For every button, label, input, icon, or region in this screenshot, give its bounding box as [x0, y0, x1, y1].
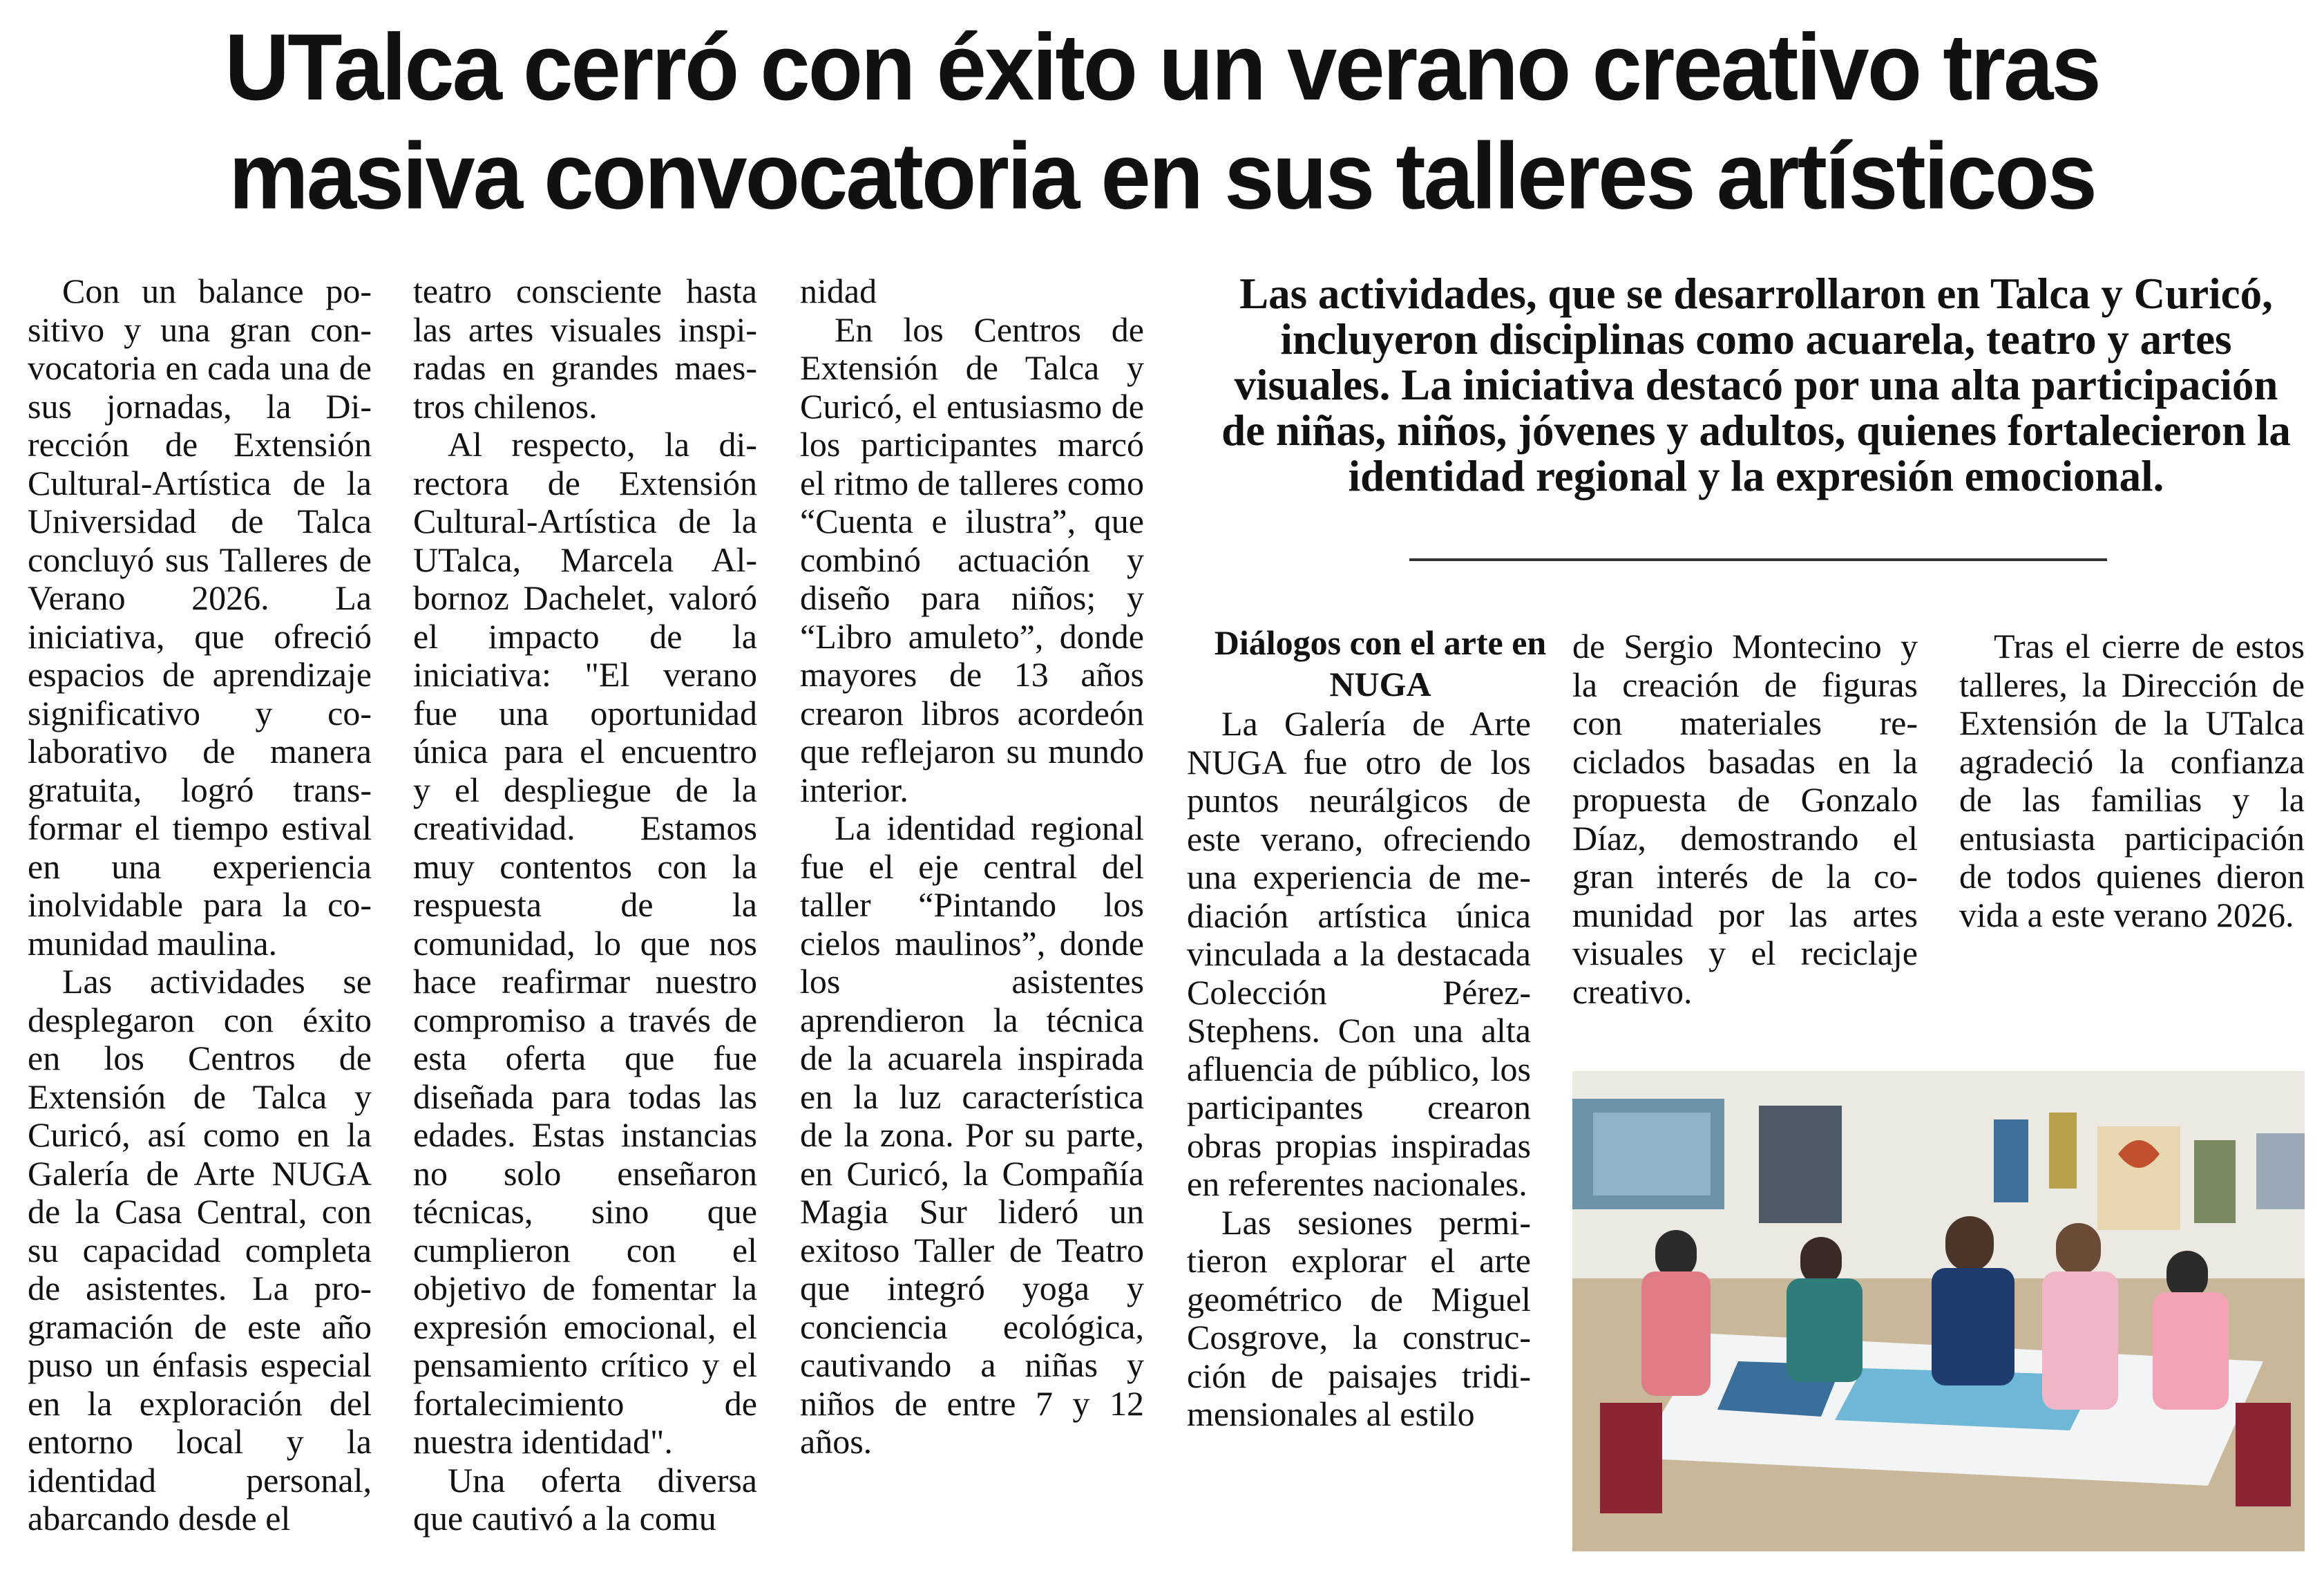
paragraph: Las actividades se desplegaron con éxito en los Centros de Extensión de Talca y Curicó, así como en la Galería de Arte NUGA de la Casa Central, con su capacidad completa de asistentes. La programación de este año puso un énfasis especial en la exploración del entorno local y la identidad personal, abarcando desde el	[28, 962, 372, 1538]
workshop-photo	[1572, 1071, 2305, 1551]
paragraph: nidad	[800, 272, 877, 310]
section-subhead: Diálogos con el arte en NUGA	[1214, 623, 1547, 703]
paragraph: En los Centros de Extensión de Talca y Curicó, el entusiasmo de los participantes marcó el ritmo de talleres como “Cuenta e ilustra”, que combinó actuación y diseño para niños; y “Libro amuleto”, donde mayores de 13 años crearon libros acordeón que reflejaron su mundo interior.	[800, 310, 1144, 809]
paragraph: Una oferta diversa que cautivó a la comu	[413, 1460, 757, 1538]
headline-line-1: UTalca cerró con éxito un verano creativo tras	[225, 14, 2099, 120]
workshop-photo-illustration	[1572, 1071, 2305, 1551]
text-column-4	[1187, 705, 1531, 1434]
text-column-6	[1959, 627, 2305, 934]
paragraph: Las sesiones permitieron explorar el arte geométrico de Miguel Cosgrove, la construcción de paisajes tridimensionales al estilo	[1187, 1202, 1531, 1433]
paragraph: Tras el cierre de estos talleres, la Dirección de Extensión de la UTalca agradeció la confianza de las familias y la entusiasta participación de todos quienes dieron vida a este verano 2026.	[1959, 627, 2305, 934]
paragraph: de Sergio Montecino y la creación de figuras con materiales reciclados basadas en la propuesta de Gonzalo Díaz, demostrando el gran interés de la comunidad por las artes visuales y el reciclaje creativo.	[1572, 627, 1918, 1011]
text-column-1	[28, 272, 372, 1538]
article-headline	[41, 12, 2283, 230]
deck-divider	[1409, 558, 2107, 561]
text-column-3	[800, 272, 1144, 1462]
paragraph: La identidad regional fue el eje central del taller “Pintando los cielos maulinos”, donde los asistentes aprendieron la técnica de la acuarela inspirada en la luz característica de la zona. Por su parte, en Curicó, la Compañía Magia Sur lideró un exitoso Taller de Teatro que integró yoga y conciencia ecológica, cautivando a niñas y niños de entre 7 y 12 años.	[800, 808, 1144, 1461]
paragraph: Al respecto, la directora de Extensión Cultural-Artística de la UTalca, Marcela Albornoz Dachelet, valoró el impacto de la iniciativa: "El verano fue una oportunidad única para el encuentro y el despliegue de la creatividad. Estamos muy contentos con la respuesta de la comunidad, lo que nos hace reafirmar nuestro compromiso a través de esta oferta que fue diseñada para todas las edades. Estas instancias no solo enseñaron técnicas, sino que cumplieron con el objetivo de fomentar la expresión emocional, el pensamiento crítico y el fortalecimiento de nuestra identidad".	[413, 425, 757, 1461]
headline-line-2: masiva convocatoria en sus talleres artísticos	[229, 122, 2095, 229]
text-column-2	[413, 272, 757, 1538]
paragraph: teatro consciente hasta las artes visuales inspiradas en grandes maestros chilenos.	[413, 272, 757, 426]
article-deck: Las actividades, que se desarrollaron en Talca y Curicó, incluyeron disciplinas como acuarela, teatro y artes visuales. La iniciativa destacó por una alta participación de niñas, niños, jóvenes y adultos, quienes fortalecieron la identidad regional y la expresión emocional.	[1221, 269, 2291, 500]
text-column-5	[1572, 627, 1918, 1011]
paragraph: La Galería de Arte NUGA fue otro de los puntos neurálgicos de este verano, ofreciendo una experiencia de mediación artística única vinculada a la destacada Colección Pérez-Stephens. Con una alta afluencia de público, los participantes crearon obras propias inspiradas en referentes nacionales.	[1187, 704, 1531, 1203]
paragraph: Con un balance positivo y una gran convocatoria en cada una de sus jornadas, la Dirección de Extensión Cultural-Artística de la Universidad de Talca concluyó sus Talleres de Verano 2026. La iniciativa, que ofreció espacios de aprendizaje significativo y colaborativo de manera gratuita, logró transformar el tiempo estival en una experiencia inolvidable para la comunidad maulina.	[28, 272, 372, 963]
